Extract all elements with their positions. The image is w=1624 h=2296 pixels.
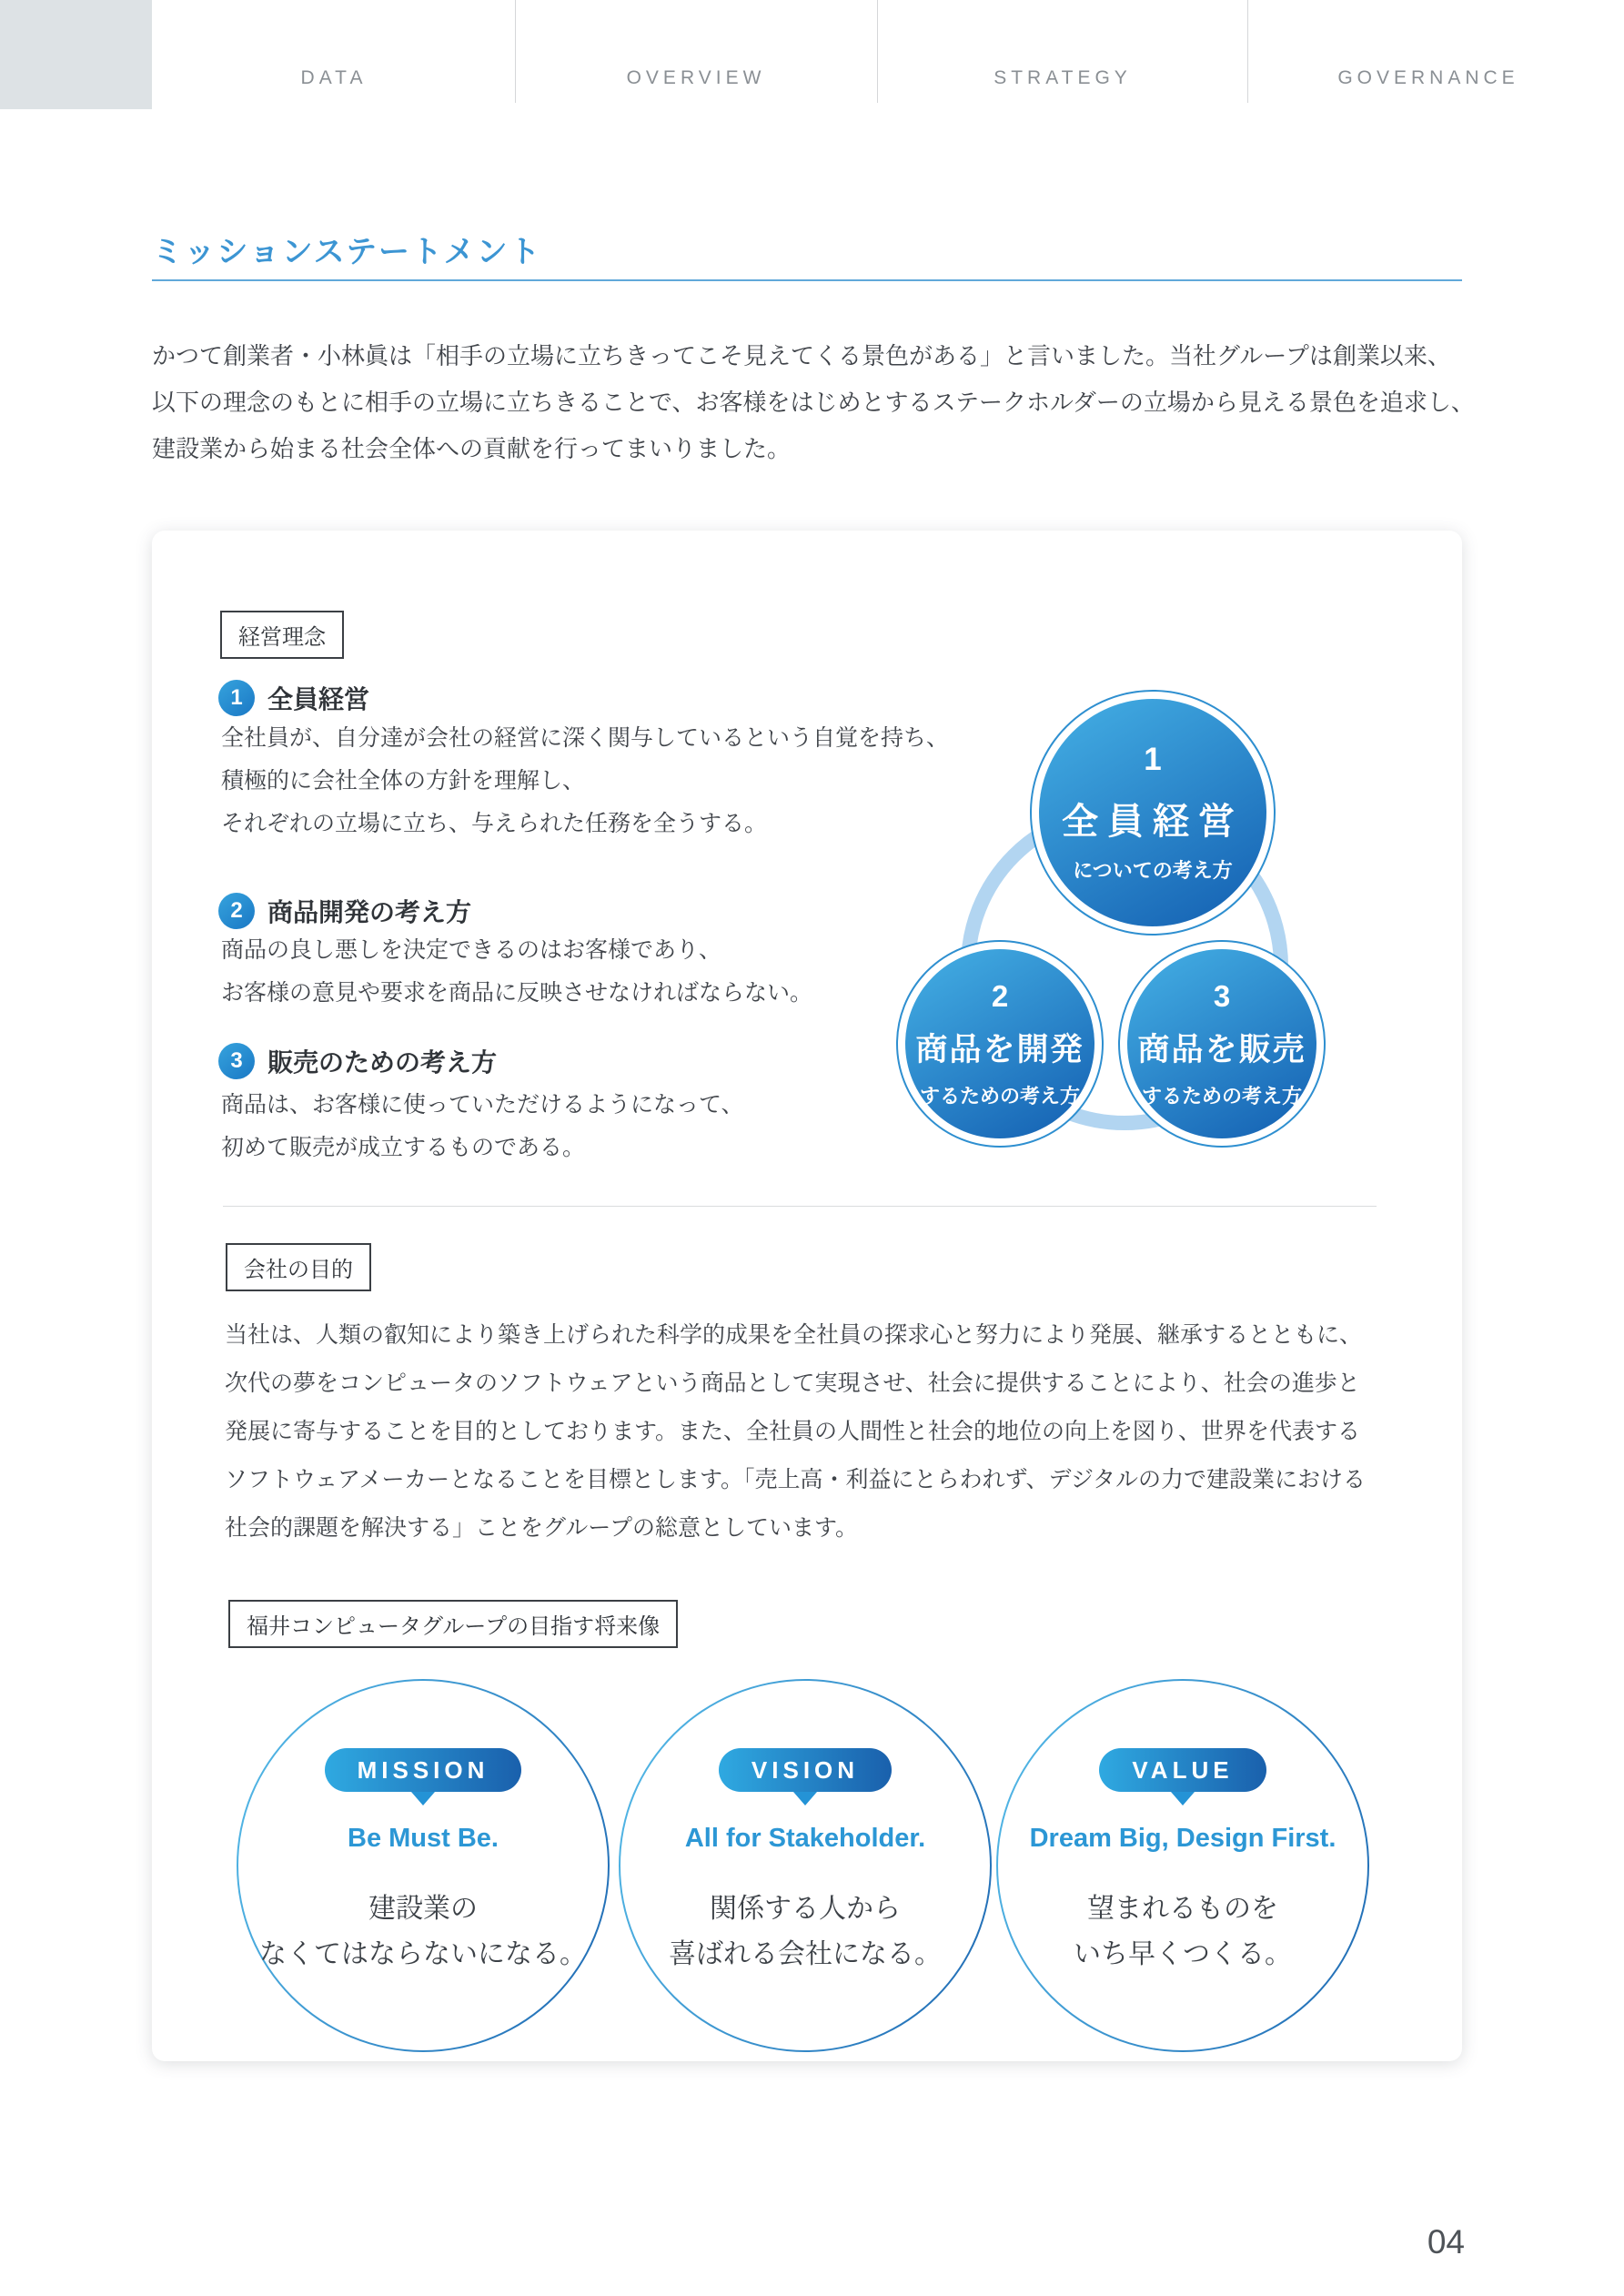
diagram-circle-title: 商品を開発 [915,1031,1084,1067]
diagram-circle-inner [1127,949,1316,1138]
purpose-line: 発展に寄与することを目的としております。また、全社員の人間性と社会的地位の向上を図り、世界を代表する [225,1419,1361,1444]
purpose-line: 当社は、人類の叡知により築き上げられた科学的成果を全社員の探求心と努力により発展、継承するとともに、 [225,1322,1363,1348]
vision-phrase: All for Stakeholder. [684,1824,926,1853]
value-circle [996,1679,1369,2052]
diagram-circle-inner [905,949,1094,1138]
nav-divider [877,0,878,103]
statement-line: 喜ばれる会社になる。 [669,1939,942,1969]
mission-circle [237,1679,610,2052]
pointer-triangle [793,1792,817,1805]
item-number-badge: 1 [218,680,255,716]
item-title: 販売のための考え方 [267,1048,498,1077]
diagram-circle-subtitle: についての考え方 [1073,859,1233,882]
mission-circle-inner [238,1681,608,2050]
purpose-label-box: 会社の目的 [226,1243,371,1291]
nav-tab-data[interactable]: DATA [300,67,368,88]
corner-accent-block [0,0,152,109]
nav-tab-strategy[interactable]: STRATEGY [994,67,1132,88]
intro-line: 建設業から始まる社会全体への貢献を行ってまいりました。 [152,435,792,462]
diagram-circle-sales [1118,940,1326,1148]
pointer-triangle [1171,1792,1195,1805]
philosophy-label-box: 経営理念 [220,611,344,659]
philosophy-item-heading [218,1043,497,1079]
diagram-circle-inner [1039,699,1266,926]
item-number-badge: 3 [218,1043,255,1079]
statement-line: 望まれるものを [1087,1894,1278,1924]
diagram-circle-subtitle: するための考え方 [919,1084,1080,1108]
nav-tab-overview[interactable]: OVERVIEW [626,67,766,88]
intro-paragraph [152,333,1517,472]
value-statement-jp [1074,1886,1292,1977]
value-badge: VALUE [1099,1748,1266,1792]
value-circle-inner [998,1681,1367,2050]
item-number-badge: 2 [218,893,255,929]
item-body-line: 積極的に会社全体の方針を理解し、 [221,768,586,794]
page-number: 04 [1427,2223,1465,2261]
diagram-circle-number: 2 [991,978,1009,1013]
intro-line: 以下の理念のもとに相手の立場に立ちきることで、お客様をはじめとするステークホルダーの立場から見える景色を追求し、 [152,389,1475,416]
diagram-circle-title: 全員経営 [1062,802,1244,842]
item-body-line: 全社員が、自分達が会社の経営に深く関与しているという自覚を持ち、 [221,725,950,751]
value-phrase: Dream Big, Design First. [1029,1824,1337,1853]
diagram-circle-develop [896,940,1104,1148]
mission-phrase: Be Must Be. [348,1824,499,1853]
pointer-triangle [411,1792,435,1805]
vision-badge: VISION [719,1748,892,1792]
vision-circle [619,1679,992,2052]
diagram-circle-management [1030,690,1276,936]
vision-circle-inner [620,1681,990,2050]
purpose-line: 社会的課題を解決する」ことをグループの総意としています。 [225,1515,859,1541]
vision-statement-jp [669,1886,942,1977]
philosophy-item-body [221,1084,744,1169]
philosophy-item-heading [218,893,471,929]
statement-line: 関係する人から [710,1894,901,1924]
diagram-circle-subtitle: するための考え方 [1141,1084,1302,1108]
page-title: ミッションステートメント [152,235,542,269]
item-body-line: 商品の良し悪しを決定できるのはお客様であり、 [221,937,722,963]
purpose-line: ソフトウェアメーカーとなることを目標とします。「売上高・利益にとらわれず、デジタルの力で建設業における [225,1467,1367,1492]
item-body-line: 初めて販売が成立するものである。 [221,1135,586,1160]
philosophy-item-body [221,929,812,1015]
diagram-circle-number: 3 [1213,978,1231,1013]
philosophy-item-heading [218,680,369,716]
item-body-line: 商品は、お客様に使っていただけるようになって、 [221,1092,744,1118]
diagram-circle-number: 1 [1144,742,1162,777]
intro-line: かつて創業者・小林眞は「相手の立場に立ちきってこそ見えてくる景色がある」と言いました。当社グループは創業以来、 [152,342,1451,369]
statement-line: 建設業の [368,1894,478,1924]
item-body-line: それぞれの立場に立ち、与えられた任務を全うする。 [221,811,768,836]
diagram-circle-title: 商品を販売 [1137,1031,1306,1067]
statement-line: いち早くつくる。 [1074,1939,1292,1969]
purpose-line: 次代の夢をコンピュータのソフトウェアという商品として実現させ、社会に提供することにより、社会の進歩と [225,1371,1360,1396]
philosophy-item-body [221,717,949,845]
item-title: 商品開発の考え方 [267,898,472,926]
mission-panel [152,531,1462,2061]
nav-tab-governance[interactable]: GOVERNANCE [1337,67,1519,88]
mission-statement-jp [259,1886,587,1977]
nav-divider [515,0,516,103]
item-title: 全員経営 [267,685,370,713]
section-divider [223,1206,1377,1207]
item-body-line: お客様の意見や要求を商品に反映させなければならない。 [221,980,813,1006]
purpose-paragraph [225,1311,1426,1553]
title-underline [152,279,1462,281]
statement-line: なくてはならないになる。 [259,1939,587,1969]
nav-divider [1247,0,1248,103]
mission-badge: MISSION [325,1748,522,1792]
future-label-box: 福井コンピュータグループの目指す将来像 [228,1600,678,1648]
